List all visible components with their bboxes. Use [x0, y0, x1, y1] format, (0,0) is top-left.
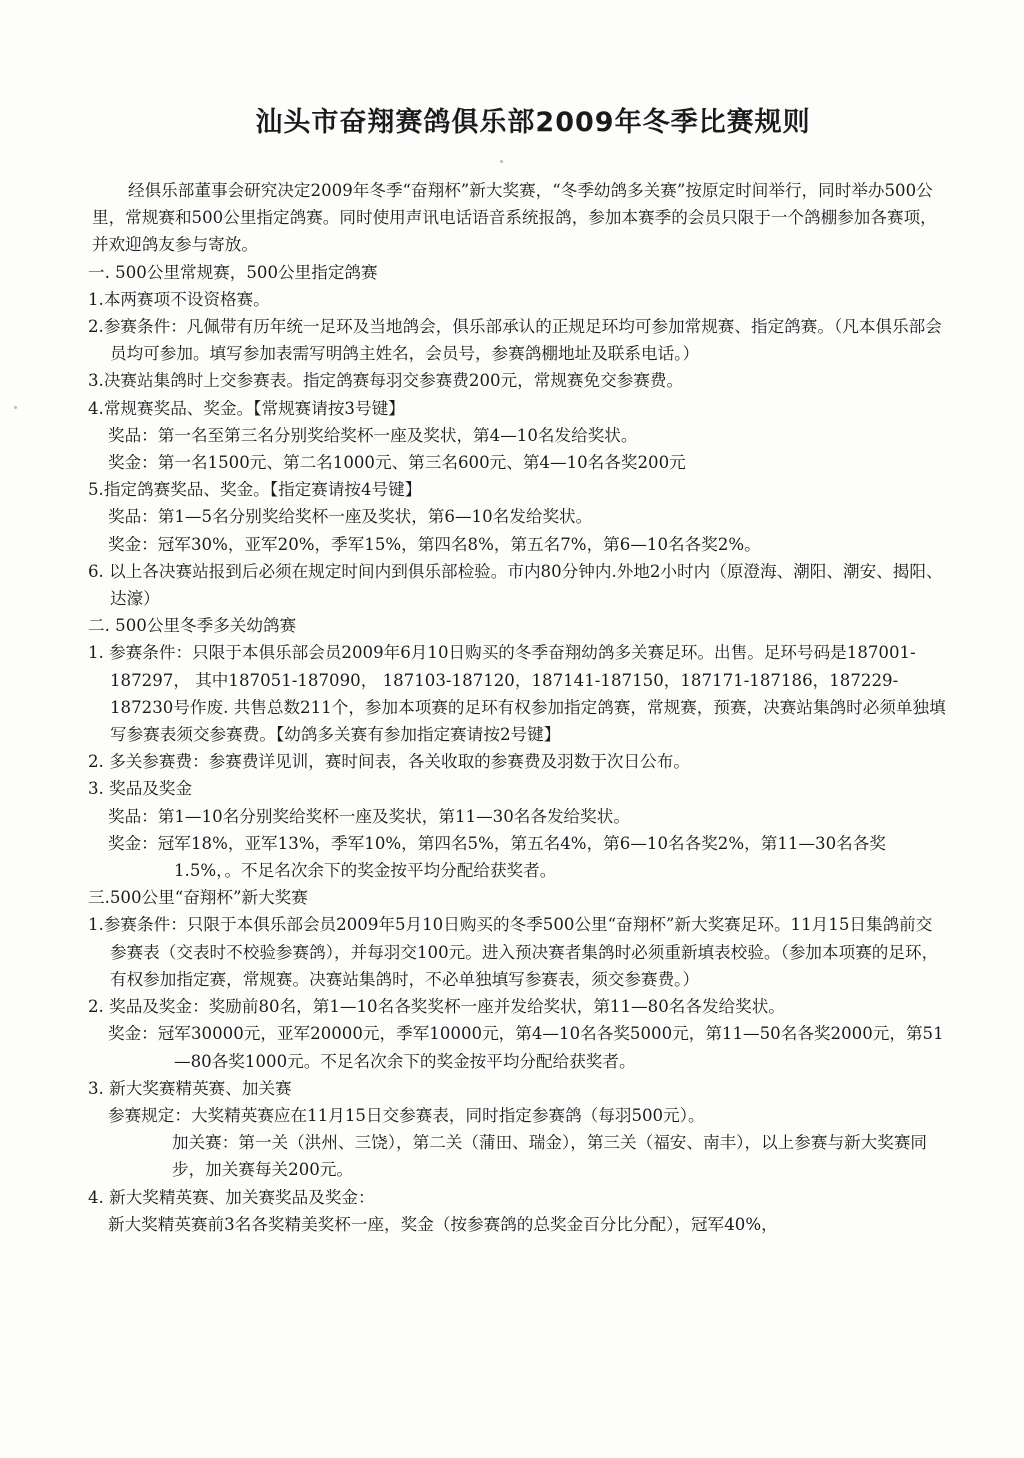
s1-item-2: 2.参赛条件：凡佩带有历年统一足环及当地鸽会，俱乐部承认的正规足环均可参加常规赛、指定鸽赛。（凡本俱乐部会员均可参加。填写参加表需写明鸽主姓名，会员号，参赛鸽棚地址及联系电话。）	[88, 317, 942, 364]
s2-item-3-prizes: 奖品：第1—10名分别奖给奖杯一座及奖状，第11—30名各发给奖状。	[108, 806, 630, 826]
s3-item-3: 3. 新大奖赛精英赛、加关赛	[88, 1078, 292, 1098]
s1-item-3: 3.决赛站集鸽时上交参赛表。指定鸽赛每羽交参赛费200元，常规赛免交参赛费。	[88, 371, 684, 391]
s3-item-4: 4. 新大奖精英赛、加关赛奖品及奖金：	[88, 1187, 375, 1207]
s3-item-3-extra-stages: 加关赛：第一关（洪州、三饶），第二关（蒲田、瑞金），第三关（福安、南丰），以上参赛与新大奖赛同步，加关赛每关200元。	[172, 1133, 928, 1180]
s2-item-1: 1. 参赛条件：只限于本俱乐部会员2009年6月10日购买的冬季奋翔幼鸽多关赛足环。出售。足环号码是187001-187297， 其中187051-187090， 187103-187120，187141-187150，187171-187186，187229-187230号作废. 共售总数211个，参加本项赛的足环有权参加指定鸽赛，常规赛，预赛，决赛站集鸽时必须单独填写参赛表须交参赛费。【幼鸽多关赛有参加指定赛请按2号键】	[88, 643, 946, 745]
s3-item-2-money: 奖金：冠军30000元，亚军20000元，季军10000元，第4—10名各奖5000元，第11—50名各奖2000元，第51—80各奖1000元。不足名次余下的奖金按平均分配给获奖者。	[108, 1024, 944, 1071]
s1-item-6: 6. 以上各决赛站报到后必须在规定时间内到俱乐部检验。市内80分钟内.外地2小时内（原澄海、潮阳、潮安、揭阳、达濠）	[88, 561, 943, 609]
s3-item-3-rules: 参赛规定：大奖精英赛应在11月15日交参赛表，同时指定参赛鸽（每羽500元）。	[108, 1105, 705, 1125]
s2-item-3-money: 奖金：冠军18%，亚军13%，季军10%，第四名5%，第五名4%，第6—10名各奖2%，第11—30名各奖1.5%，。不足名次余下的奖金按平均分配给获奖者。	[108, 833, 886, 881]
s2-item-2: 2. 多关参赛费：参赛费详见训，赛时间表，各关收取的参赛费及羽数于次日公布。	[88, 752, 690, 772]
s1-item-5-prizes: 奖品：第1—5名分别奖给奖杯一座及奖状，第6—10名发给奖状。	[108, 507, 593, 527]
s1-item-5: 5.指定鸽赛奖品、奖金。【指定赛请按4号键】	[88, 480, 422, 500]
s1-item-5-money: 奖金：冠军30%，亚军20%，季军15%，第四名8%，第五名7%，第6—10名各奖2%。	[108, 534, 761, 554]
s1-item-1: 1.本两赛项不设资格赛。	[88, 289, 270, 309]
s3-item-4-detail: 新大奖精英赛前3名各奖精美奖杯一座，奖金（按参赛鸽的总奖金百分比分配），冠军40%，	[108, 1214, 778, 1234]
intro-paragraph: 经俱乐部董事会研究决定2009年冬季“奋翔杯”新大奖赛，“冬季幼鸽多关赛”按原定时间举行，同时举办500公里，常规赛和500公里指定鸽赛。同时使用声讯电话语音系统报鸽，参加本赛季的会员只限于一个鸽棚参加各赛项，并欢迎鸽友参与寄放。	[92, 181, 937, 255]
paper-speck	[500, 160, 503, 163]
section-2-heading: 二. 500公里冬季多关幼鸽赛	[88, 616, 297, 636]
s3-item-1: 1.参赛条件：只限于本俱乐部会员2009年5月10日购买的冬季500公里“奋翔杯”新大奖赛足环。11月15日集鸽前交参赛表（交表时不校验参赛鸽），并每羽交100元。进入预决赛者集鸽时必须重新填表校验。（参加本项赛的足环，有权参加指定赛，常规赛。决赛站集鸽时，不必单独填写参赛表，须交参赛费。）	[88, 915, 939, 989]
document-title: 汕头市奋翔赛鸽俱乐部2009年冬季比赛规则	[255, 107, 811, 138]
s1-item-4: 4.常规赛奖品、奖金。【常规赛请按3号键】	[88, 398, 405, 418]
s1-item-4-prizes: 奖品：第一名至第三名分别奖给奖杯一座及奖状，第4—10名发给奖状。	[108, 425, 638, 445]
section-1-heading: 一. 500公里常规赛，500公里指定鸽赛	[88, 262, 378, 282]
section-3-heading: 三.500公里“奋翔杯”新大奖赛	[88, 888, 308, 908]
s3-item-2: 2. 奖品及奖金：奖励前80名，第1—10名各奖奖杯一座并发给奖状，第11—80名各发给奖状。	[88, 997, 785, 1017]
paper-speck	[14, 406, 17, 409]
s2-item-3: 3. 奖品及奖金	[88, 779, 193, 799]
s1-item-4-money: 奖金：第一名1500元、第二名1000元、第三名600元、第4—10名各奖200元	[108, 453, 686, 473]
